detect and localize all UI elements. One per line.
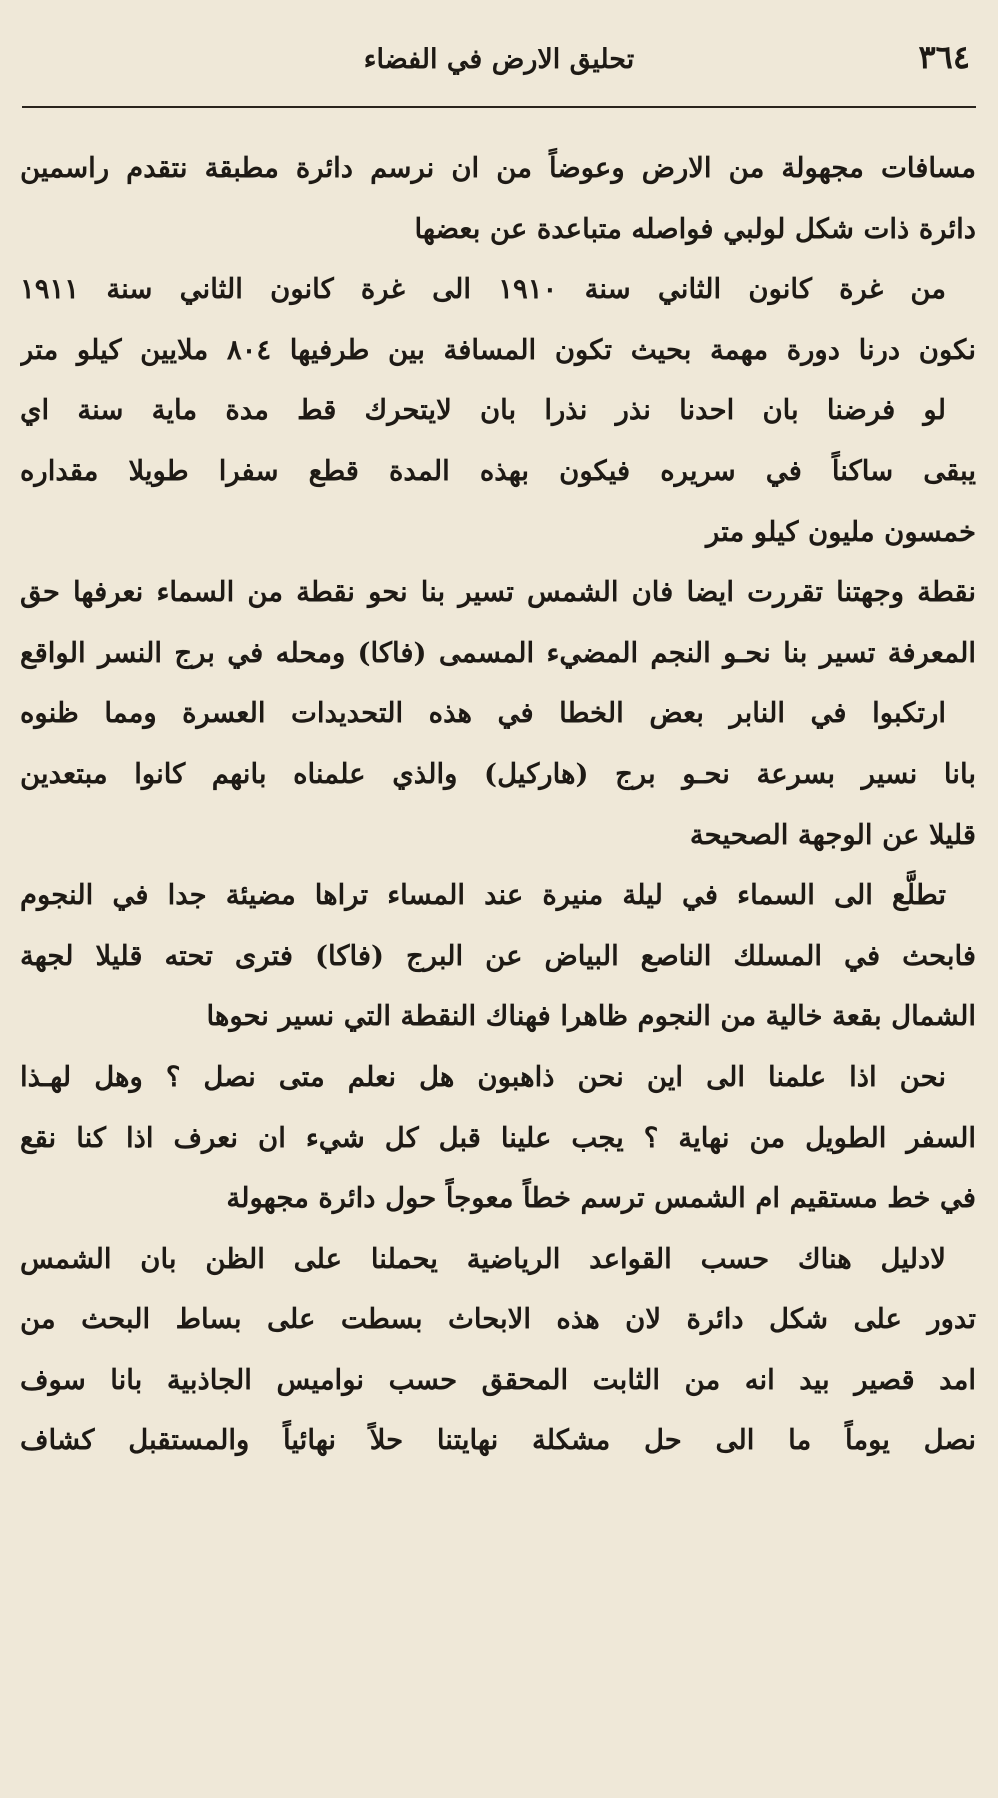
text-line: ارتكبوا في النابر بعض الخطا في هذه التحديدات العسرة ومما ظنوه xyxy=(20,697,946,730)
page-header xyxy=(0,30,998,90)
header-rule xyxy=(22,106,976,108)
text-line: بانا نسير بسرعة نحـو برج (هاركيل) والذي علمناه بانهم كانوا مبتعدين xyxy=(20,757,976,790)
text-line: في خط مستقيم ام الشمس ترسم خطاً معوجاً حول دائرة مجهولة xyxy=(226,1182,976,1215)
text-line: تطلَّع الى السماء في ليلة منيرة عند المساء تراها مضيئة جدا في النجوم xyxy=(20,879,946,912)
text-line: نكون درنا دورة مهمة بحيث تكون المسافة بين طرفيها ٨٠٤ ملايين كيلو متر xyxy=(20,333,976,366)
text-line: المعرفة تسير بنا نحـو النجم المضيء المسمى (فاكا) ومحله في برج النسر الواقع xyxy=(20,636,976,669)
body-text xyxy=(20,138,976,1471)
text-line: امد قصير بيد انه من الثابت المحقق حسب نواميس الجاذبية بانا سوف xyxy=(20,1363,976,1396)
text-line: لادليل هناك حسب القواعد الرياضية يحملنا على الظن بان الشمس xyxy=(20,1242,946,1275)
text-line: مسافات مجهولة من الارض وعوضاً من ان نرسم دائرة مطبقة نتقدم راسمين xyxy=(20,152,976,184)
text-line: دائرة ذات شكل لولبي فواصله متباعدة عن بعضها xyxy=(414,212,976,245)
text-line: نقطة وجهتنا تقررت ايضا فان الشمس تسير بنا نحو نقطة من السماء نعرفها حق xyxy=(20,576,976,609)
text-line: فابحث في المسلك الناصع البياض عن البرج (فاكا) فترى تحته قليلا لجهة xyxy=(20,939,976,972)
text-line: لو فرضنا بان احدنا نذر نذرا بان لايتحرك قط مدة ماية سنة اي xyxy=(20,394,946,427)
text-line: يبقى ساكناً في سريره فيكون بهذه المدة قطع سفرا طويلا مقداره xyxy=(20,454,976,487)
text-line: خمسون مليون كيلو متر xyxy=(706,515,976,548)
running-title: تحليق الارض في الفضاء xyxy=(363,44,635,75)
text-line: تدور على شكل دائرة لان هذه الابحاث بسطت على بساط البحث من xyxy=(20,1303,976,1336)
text-line: نصل يوماً ما الى حل مشكلة نهايتنا حلاً نهائياً والمستقبل كشاف xyxy=(20,1424,976,1457)
text-line: قليلا عن الوجهة الصحيحة xyxy=(689,818,976,851)
text-line: الشمال بقعة خالية من النجوم ظاهرا فهناك النقطة التي نسير نحوها xyxy=(206,1000,976,1033)
page-number: ٣٦٤ xyxy=(918,38,970,76)
text-line: السفر الطويل من نهاية ؟ يجب علينا قبل كل شيء ان نعرف اذا كنا نقع xyxy=(20,1121,976,1154)
text-line: نحن اذا علمنا الى اين نحن ذاهبون هل نعلم متى نصل ؟ وهل لهـذا xyxy=(20,1060,946,1093)
text-line: من غرة كانون الثاني سنة ١٩١٠ الى غرة كانون الثاني سنة ١٩١١ xyxy=(20,273,946,306)
